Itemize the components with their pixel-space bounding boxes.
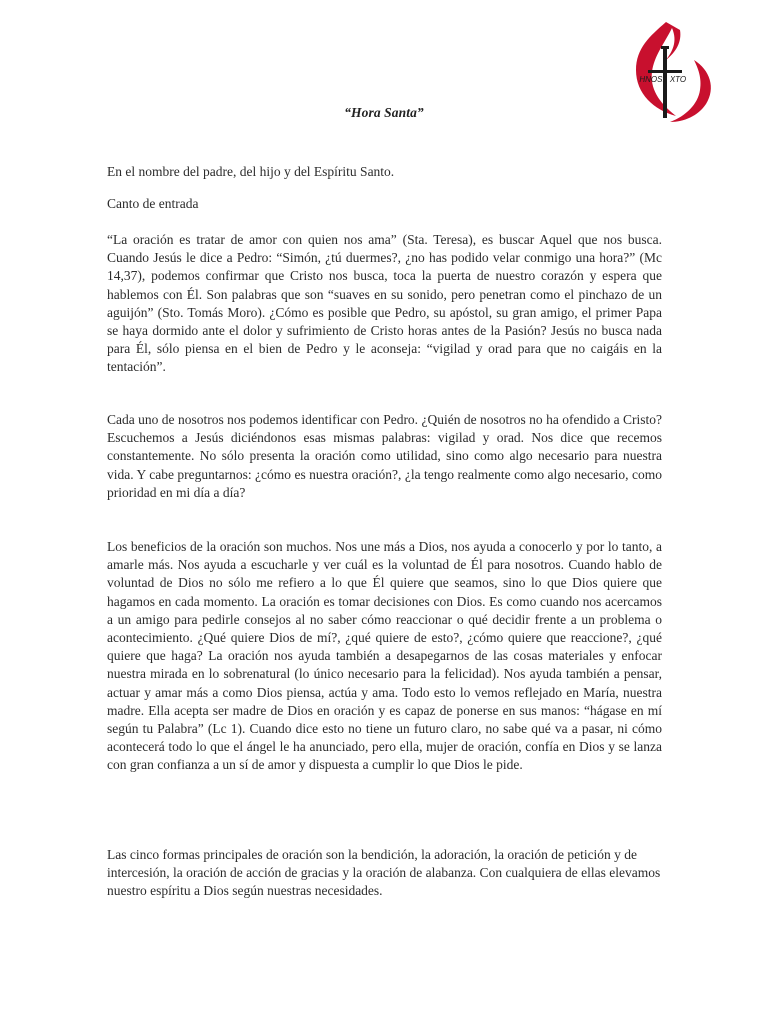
svg-text:XTO: XTO bbox=[669, 75, 687, 84]
document-title: “Hora Santa” bbox=[344, 105, 424, 120]
paragraph-3: Los beneficios de la oración son muchos. Nos une más a Dios, nos ayuda a conocerlo y por lo tanto, a amarle más. Nos ayuda a escucharle y ver cuál es la voluntad de Él para nosotros. Cuando hablo de voluntad de Dios no sólo me refiero a lo que Él quiere que seamos, sino lo que Dios quiere que hagamos en cada momento. La oración es tomar decisiones con Dios. Es como cuando nos acercamos a un amigo para pedirle consejos al no saber cómo reaccionar o qué decidir frente a un problema o acontecimiento. ¿Qué quiere Dios de mí?, ¿qué quiere de esto?, ¿cómo quiere que reaccione?, ¿qué quiere que haga? La oración nos ayuda también a desapegarnos de las cosas materiales y enfocar nuestra mirada en lo sobrenatural (lo único necesario para la felicidad). Nos ayuda también a pensar, actuar y amar más a como Dios piensa, actúa y ama. Todo esto lo vemos reflejado en María, nuestra madre. Ella acepta ser madre de Dios en oración y es capaz de ponerse en sus manos: “hágase en mí según tu Palabra” (Lc 1). Cuando dice esto no tiene un futuro claro, no sabe qué va a pasar, ni cómo acontecerá todo lo que el ángel le ha anunciado, pero ella, mujer de oración, confía en Dios y se lanza con gran confianza a un sí de amor y dispuesta a cumplir lo que Dios le pide. bbox=[107, 539, 662, 773]
opening-invocation: En el nombre del padre, del hijo y del Espíritu Santo. bbox=[107, 164, 395, 179]
paragraph-1: “La oración es tratar de amor con quien nos ama” (Sta. Teresa), es buscar Aquel que nos busca. Cuando Jesús le dice a Pedro: “Simón, ¿tú duermes?, ¿no has podido velar conmigo una hora?” (Mc 14,37), podemos confirmar que Cristo nos busca, toca la puerta de nuestro corazón y espera que hablemos con Él. Son palabras que son “suaves en su sonido, pero penetran como el pinchazo de un aguijón” (Sto. Tomás Moro). ¿Cómo es posible que Pedro, su apóstol, su gran amigo, el primer Papa se haya dormido ante el dolor y sufrimiento de Cristo horas antes de la Pasión? Jesús no busca nada para Él, sólo piensa en el bien de Pedro y le aconseja: “vigilad y orad para que no caigáis en la tentación”. bbox=[107, 232, 662, 375]
section-heading: Canto de entrada bbox=[107, 196, 199, 211]
paragraph-4: Las cinco formas principales de oración son la bendición, la adoración, la oración de petición y de intercesión, la oración de acción de gracias y la oración de alabanza. Con cualquiera de ellas elevamos nuestro espíritu a Dios según nuestras necesidades. bbox=[107, 847, 661, 899]
paragraph-2: Cada uno de nosotros nos podemos identificar con Pedro. ¿Quién de nosotros no ha ofendido a Cristo? Escuchemos a Jesús diciéndonos esas mismas palabras: vigilad y orad. Nos dice que recemos constantemente. No sólo presenta la oración como utilidad, sino como algo necesario para nuestra vida. Y cabe preguntarnos: ¿cómo es nuestra oración?, ¿la tengo realmente como algo necesario, como prioridad en mi día a día? bbox=[107, 412, 662, 500]
svg-text:HNOS.: HNOS. bbox=[639, 75, 665, 84]
